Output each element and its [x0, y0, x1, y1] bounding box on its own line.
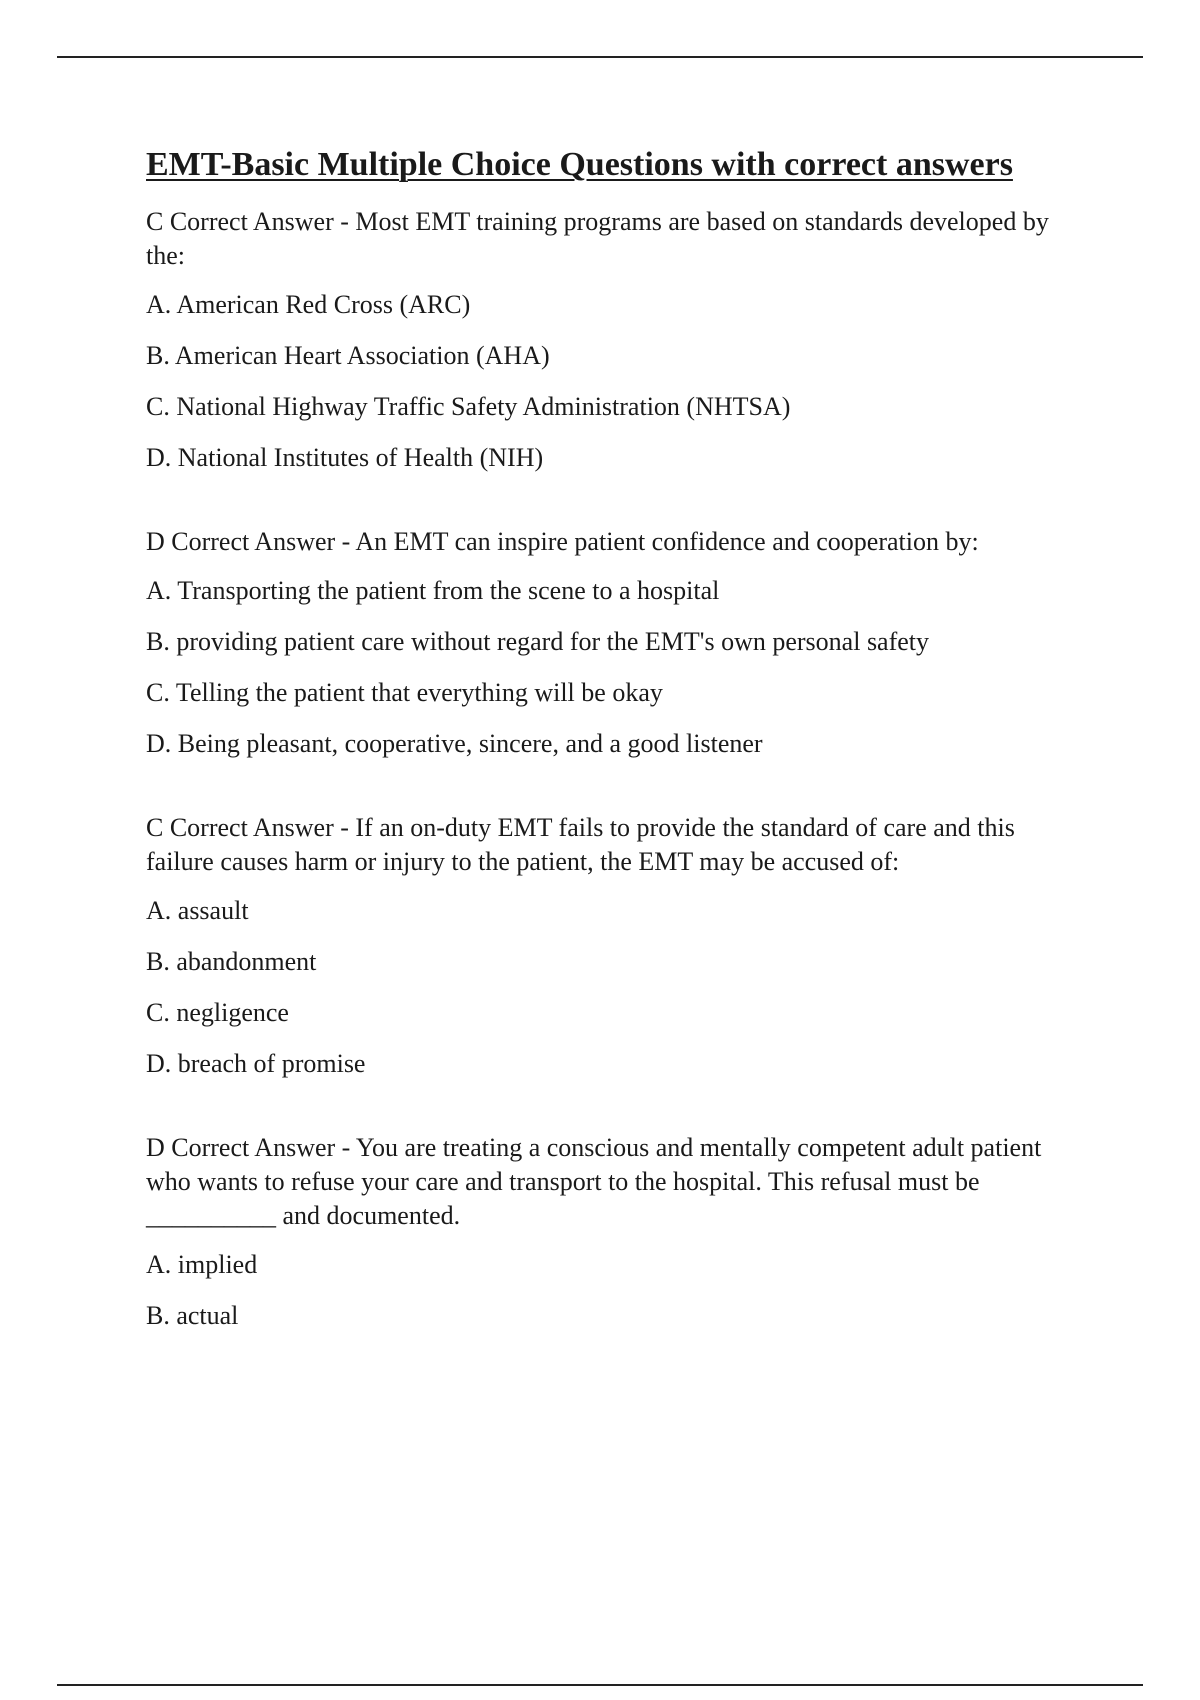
- answer-option: A. assault: [146, 896, 249, 925]
- answer-option: B. American Heart Association (AHA): [146, 341, 550, 370]
- document-body: [146, 143, 1086, 1383]
- answer-option: B. abandonment: [146, 947, 317, 976]
- document-title: EMT-Basic Multiple Choice Questions with correct answers: [146, 146, 1013, 183]
- footer-rule: [57, 1684, 1143, 1686]
- question-1: [146, 205, 1086, 475]
- question-2: [146, 525, 1086, 761]
- question-3: [146, 811, 1086, 1081]
- answer-option: A. American Red Cross (ARC): [146, 290, 471, 319]
- question-text: C Correct Answer - Most EMT training programs are based on standards developed by the:: [146, 207, 1049, 270]
- question-text: D Correct Answer - An EMT can inspire patient confidence and cooperation by:: [146, 527, 979, 556]
- answer-option: C. Telling the patient that everything will be okay: [146, 678, 663, 707]
- answer-option: D. Being pleasant, cooperative, sincere, and a good listener: [146, 729, 763, 758]
- answer-option: C. negligence: [146, 998, 289, 1027]
- answer-option: A. Transporting the patient from the scene to a hospital: [146, 576, 720, 605]
- answer-option: B. actual: [146, 1301, 239, 1330]
- answer-option: D. National Institutes of Health (NIH): [146, 443, 544, 472]
- answer-option: C. National Highway Traffic Safety Administration (NHTSA): [146, 392, 791, 421]
- question-text: C Correct Answer - If an on-duty EMT fails to provide the standard of care and this failure causes harm or injury to the patient, the EMT may be accused of:: [146, 813, 1015, 876]
- answer-option: D. breach of promise: [146, 1049, 366, 1078]
- answer-option: B. providing patient care without regard for the EMT's own personal safety: [146, 627, 930, 656]
- answer-option: A. implied: [146, 1250, 258, 1279]
- header-rule: [57, 56, 1143, 58]
- question-text: D Correct Answer - You are treating a conscious and mentally competent adult patient who wants to refuse your care and transport to the hospital. This refusal must be __________ and documented.: [146, 1133, 1042, 1230]
- question-4: [146, 1131, 1086, 1333]
